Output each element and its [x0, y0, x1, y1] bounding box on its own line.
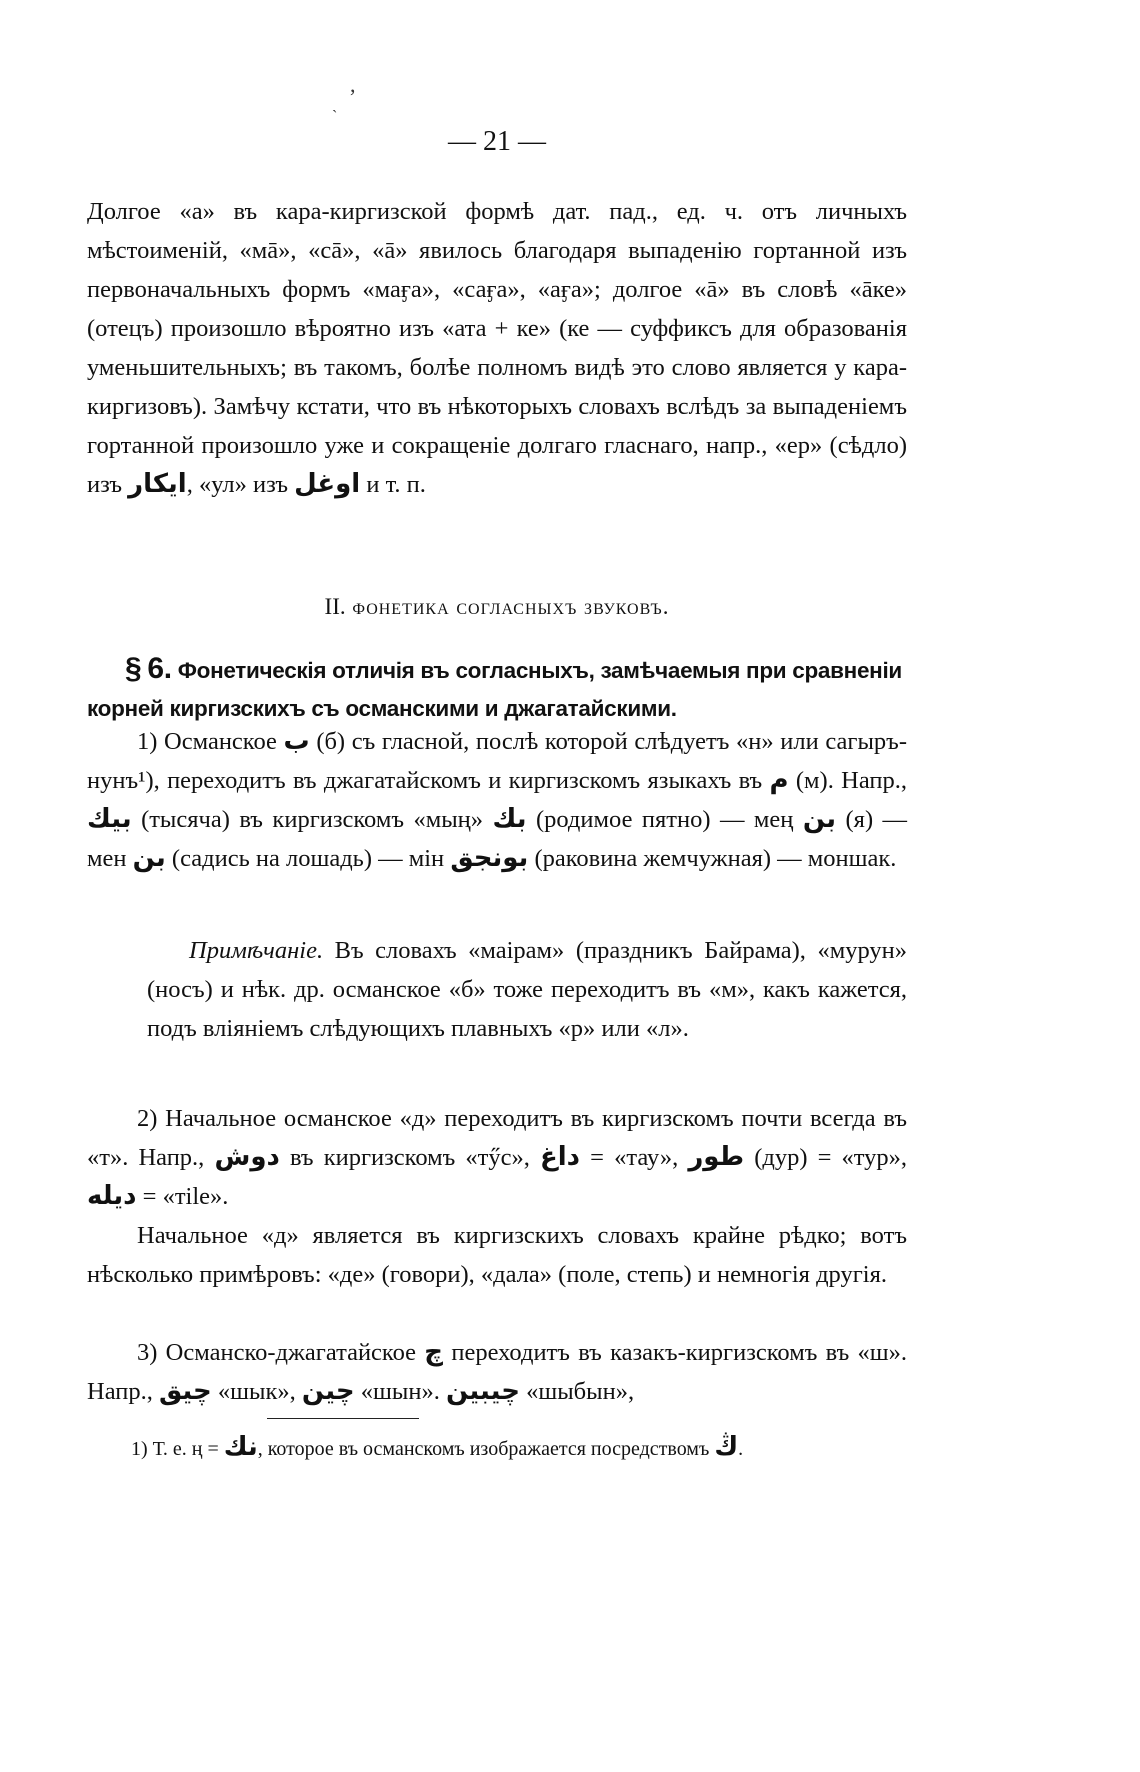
text: 2) Начальное османское «д» переходитъ въ киргизскомъ почти всегда въ «т». Напр., — [87, 1105, 907, 1171]
footnote-divider — [267, 1418, 419, 1419]
footnote-text: Т. е. ң = — [152, 1438, 219, 1460]
arabic-word: داغ — [540, 1142, 581, 1172]
arabic-word: بيك — [87, 804, 132, 834]
text: (тысяча) въ киргизскомъ «мың» — [141, 806, 484, 833]
page-number: — 21 — — [448, 126, 546, 157]
arabic-word: چيق — [158, 1376, 212, 1406]
section-number: 6. — [147, 652, 172, 685]
arabic-word: بك — [492, 804, 527, 834]
arabic-letter: چ — [424, 1337, 444, 1367]
text: (садись на лошадь) — мін — [171, 845, 445, 872]
paragraph-text-mid: , «ул» изъ — [186, 471, 289, 498]
note-block — [147, 931, 907, 1048]
arabic-word-ogul: اوغل — [294, 469, 361, 499]
text: переходитъ въ казакъ-киргизскомъ въ «ш». Напр., — [87, 1339, 908, 1405]
text: 1) Османское — [137, 728, 277, 755]
arabic-word: طور — [688, 1142, 745, 1172]
arabic-letter: ب — [283, 726, 310, 756]
text: (раковина жемчужная) — моншак. — [534, 845, 897, 872]
arabic-word: بن — [132, 843, 166, 873]
arabic-letter: م — [769, 765, 789, 795]
arabic-word: بن — [802, 804, 837, 834]
paragraph-long-vowels — [87, 192, 907, 504]
arabic-word-ikar: ایکار — [128, 469, 187, 499]
chapter-title: фонетика согласныхъ звуковъ. — [352, 594, 670, 619]
text: (я) — мен — [87, 806, 908, 872]
footnote-number: 1) — [131, 1438, 148, 1460]
section-title: Фонетическія отличія въ согласныхъ, замѣчаемыя при сравненіи корней киргизскихъ съ османскими и джагатайскими. — [87, 658, 902, 721]
footnote-text: . — [738, 1438, 744, 1460]
arabic-letter: ڭ — [714, 1432, 739, 1462]
arabic-word: چيبين — [445, 1376, 520, 1406]
paragraph-rule-2 — [87, 1099, 907, 1216]
paragraph-text-end: и т. п. — [360, 471, 426, 498]
arabic-word: چين — [301, 1376, 355, 1406]
footnote — [87, 1431, 907, 1465]
footnote-text: , которое въ османскомъ изображается посредствомъ — [257, 1438, 710, 1460]
paragraph-rule-1 — [87, 722, 907, 878]
chapter-number: II. — [324, 594, 346, 619]
text: въ киргизскомъ «тӳс», — [289, 1144, 530, 1171]
arabic-word: نك — [223, 1432, 258, 1462]
text: (б) съ гласной, послѣ которой слѣдуетъ «н» или сагыръ-нунъ¹), переходитъ въ джагатайскомъ и киргизскомъ языкахъ въ — [87, 728, 908, 794]
text: 3) Османско-джагатайское — [137, 1339, 417, 1366]
text: «шык», — [217, 1378, 296, 1405]
section-sign: § — [125, 652, 142, 685]
text: «шын». — [360, 1378, 440, 1405]
paragraph-initial-d: Начальное «д» является въ киргизскихъ словахъ крайне рѣдко; вотъ нѣсколько примѣровъ: «де» (говори), «дала» (поле, степь) и немногія другія. — [87, 1222, 907, 1288]
paragraph-text: Долгое «а» въ кара-киргизской формѣ дат. пад., ед. ч. отъ личныхъ мѣстоименій, «мā», «сā», «ā» явилось благодаря выпаденію гортанной изъ первоначальныхъ формъ «маӻа», «саӻа», «аӻа»; долгое «ā» въ словѣ «āке» (отецъ) произошло вѣроятно изъ «ата + ке» (ке — суффиксъ для образованія уменьшительныхъ; въ такомъ, болѣе полномъ видѣ это слово является у кара-киргизовъ). Замѣчу кстати, что въ нѣкоторыхъ словахъ вслѣдъ за выпаденіемъ гортанной произошло уже и сокращеніе долгаго гласнаго, напр., «ер» (сѣдло) изъ — [87, 198, 907, 498]
section-heading — [87, 650, 907, 728]
text: (дур) = «тур», — [754, 1144, 908, 1171]
text: (родимое пятно) — мең — [535, 806, 794, 833]
chapter-heading — [87, 594, 907, 620]
text: = «тау», — [590, 1144, 679, 1171]
arabic-word: دوش — [214, 1142, 280, 1172]
text: (м). Напр., — [795, 767, 907, 794]
text: «шыбын», — [526, 1378, 635, 1405]
arabic-word: بونجق — [450, 843, 529, 873]
note-text: Въ словахъ «маірам» (праздникъ Байрама), «мурун» (носъ) и нѣк. др. османское «б» тоже переходитъ въ «м», какъ кажется, подъ вліяніемъ слѣдующихъ плавныхъ «р» или «л». — [147, 937, 908, 1042]
text: = «тіlе». — [142, 1183, 229, 1210]
paragraph-rule-3 — [87, 1333, 907, 1411]
arabic-word: دیله — [87, 1181, 137, 1211]
note-label: Примѣчаніе. — [189, 937, 324, 964]
